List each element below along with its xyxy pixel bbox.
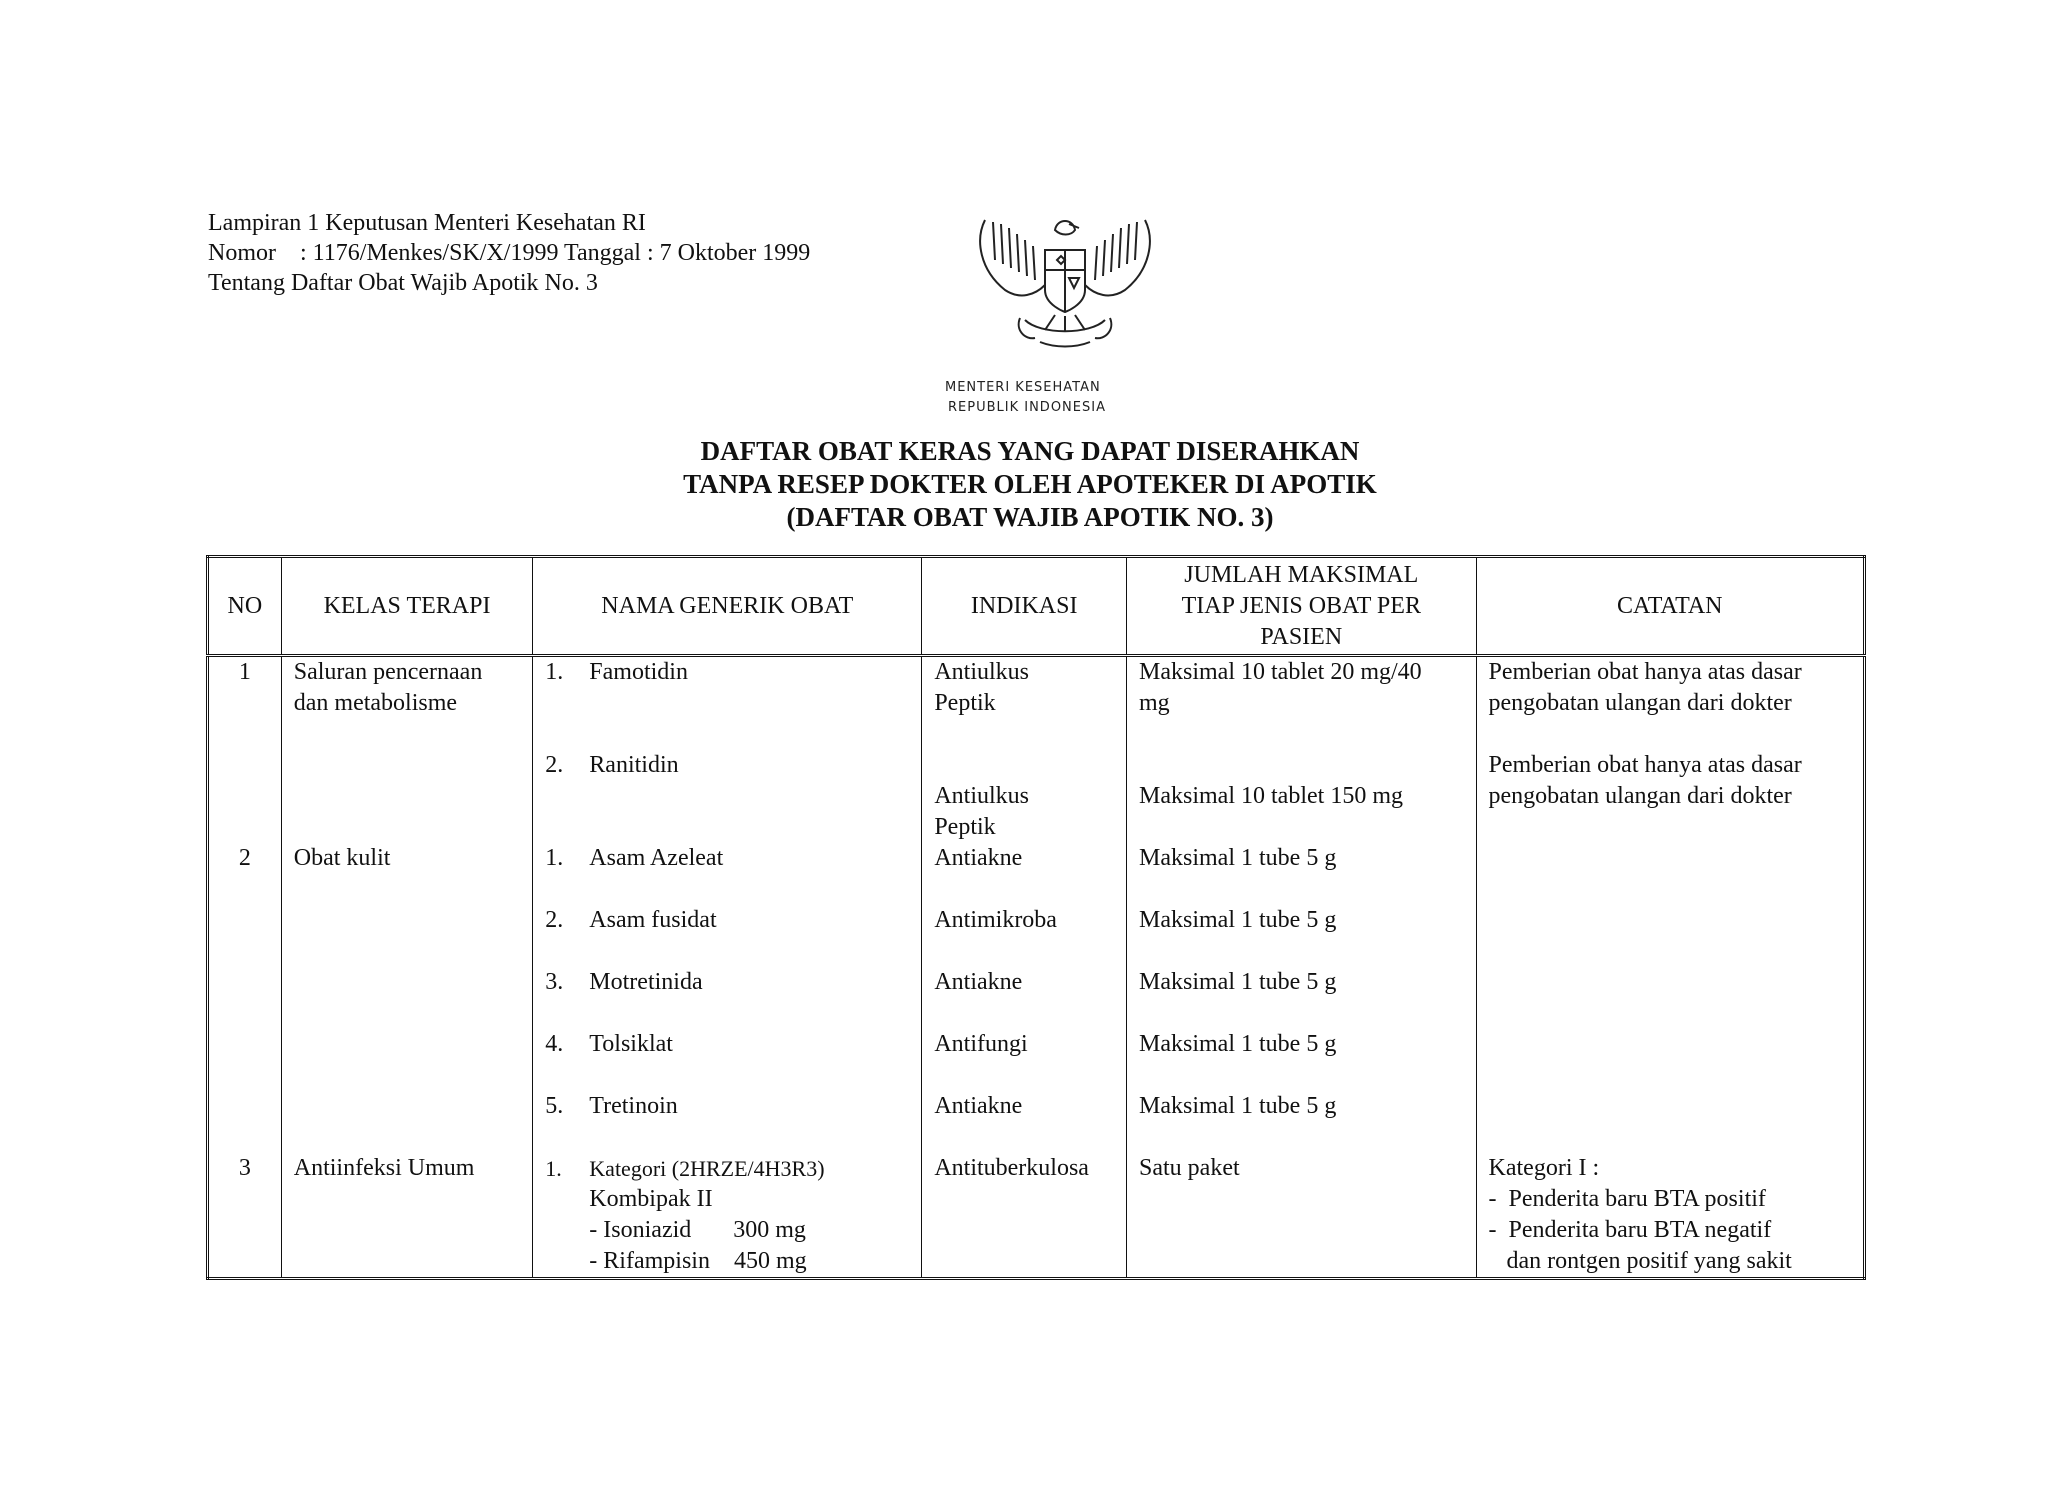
catatan-cell: [1476, 843, 1864, 1153]
kelas-terapi: Saluran pencernaan dan metabolisme: [293, 659, 483, 716]
header-kelas-terapi: KELAS TERAPI: [281, 557, 533, 656]
kelas-terapi-cell: [281, 656, 533, 844]
drug-item: [545, 750, 909, 781]
drug-name: Motretinida: [589, 969, 703, 995]
catatan-title: Kategori I :: [1488, 1155, 1600, 1181]
indikasi: Antiakne: [934, 969, 1023, 995]
ministry-line-1: MENTERI KESEHATAN: [945, 380, 1101, 395]
jumlah-maksimal: Satu paket: [1139, 1155, 1240, 1181]
header-line-2: Nomor : 1176/Menkes/SK/X/1999 Tanggal : 7 Oktober 1999: [208, 240, 811, 266]
drug-item: [545, 1153, 909, 1184]
item-number: 1.: [545, 1156, 562, 1181]
indikasi: Antiulkus Peptik: [934, 783, 1029, 840]
indikasi-cell: [922, 1153, 1127, 1279]
drug-item: [545, 843, 909, 874]
catatan: Pemberian obat hanya atas dasar pengobatan ulangan dari dokter: [1488, 659, 1802, 716]
item-number: 2.: [545, 907, 564, 933]
catatan-bullet: - Penderita baru BTA negatif: [1488, 1217, 1772, 1243]
drug-item: [545, 1091, 909, 1122]
header-no: NO: [208, 557, 282, 656]
garuda-emblem-icon: [965, 200, 1165, 360]
indikasi: Antiulkus Peptik: [934, 659, 1029, 716]
document-title: [560, 435, 1500, 534]
title-line-1: DAFTAR OBAT KERAS YANG DAPAT DISERAHKAN: [700, 436, 1360, 466]
document-header: [208, 208, 810, 298]
drug-list-table: [206, 555, 1866, 1280]
ministry-line-2: REPUBLIK INDONESIA: [948, 400, 1106, 415]
catatan-bullet: - Penderita baru BTA positif: [1488, 1186, 1766, 1212]
item-number: 4.: [545, 1031, 564, 1057]
item-number: 2.: [545, 752, 564, 778]
table-row: [208, 843, 1865, 1153]
item-number: 5.: [545, 1093, 564, 1119]
catatan-cell: [1476, 656, 1864, 844]
kelas-terapi: Antiinfeksi Umum: [293, 1155, 475, 1181]
header-line-1: Lampiran 1 Keputusan Menteri Kesehatan RI: [208, 210, 646, 236]
kelas-terapi-cell: [281, 843, 533, 1153]
drug-name: Kategori (2HRZE/4H3R3): [589, 1156, 825, 1181]
drug-item: [545, 967, 909, 998]
kelas-terapi-cell: [281, 1153, 533, 1279]
nama-generik-cell: [533, 1153, 922, 1279]
jumlah-maksimal: Maksimal 10 tablet 20 mg/40 mg: [1139, 659, 1422, 716]
drug-item: [545, 1029, 909, 1060]
nama-generik-cell: [533, 656, 922, 844]
indikasi: Antiakne: [934, 845, 1023, 871]
jumlah-maksimal: Maksimal 1 tube 5 g: [1139, 1031, 1337, 1057]
jumlah-cell: [1127, 656, 1477, 844]
drug-name: Ranitidin: [589, 752, 679, 778]
drug-subline: Kombipak II: [589, 1186, 713, 1212]
table-header-row: [208, 557, 1865, 656]
drug-name: Famotidin: [589, 659, 688, 685]
jumlah-maksimal: Maksimal 10 tablet 150 mg: [1139, 783, 1403, 809]
drug-name: Asam fusidat: [589, 907, 717, 933]
table-row: [208, 1153, 1865, 1279]
table-row: [208, 656, 1865, 844]
drug-name: Tretinoin: [589, 1093, 678, 1119]
drug-subline: - Isoniazid 300 mg: [589, 1217, 806, 1243]
indikasi-cell: [922, 656, 1127, 844]
row-number: 1: [208, 656, 282, 844]
header-jumlah-maksimal: JUMLAH MAKSIMAL TIAP JENIS OBAT PER PASIEN: [1127, 557, 1477, 656]
drug-name: Asam Azeleat: [589, 845, 724, 871]
item-number: 1.: [545, 659, 564, 685]
row-number: 2: [208, 843, 282, 1153]
header-line-3: Tentang Daftar Obat Wajib Apotik No. 3: [208, 270, 598, 296]
drug-subline: - Rifampisin 450 mg: [589, 1248, 807, 1274]
indikasi-cell: [922, 843, 1127, 1153]
title-line-2: TANPA RESEP DOKTER OLEH APOTEKER DI APOTIK: [683, 469, 1377, 499]
item-number: 3.: [545, 969, 564, 995]
catatan-bullet: dan rontgen positif yang sakit: [1488, 1248, 1792, 1274]
drug-name: Tolsiklat: [589, 1031, 673, 1057]
indikasi: Antifungi: [934, 1031, 1028, 1057]
indikasi: Antituberkulosa: [934, 1155, 1089, 1181]
drug-item: [545, 905, 909, 936]
item-number: 1.: [545, 845, 564, 871]
row-number: 3: [208, 1153, 282, 1279]
jumlah-cell: [1127, 843, 1477, 1153]
drug-item: [545, 657, 909, 688]
indikasi: Antiakne: [934, 1093, 1023, 1119]
ministry-caption: [945, 378, 1165, 418]
header-nama-generik: NAMA GENERIK OBAT: [533, 557, 922, 656]
title-line-3: (DAFTAR OBAT WAJIB APOTIK NO. 3): [786, 502, 1274, 532]
jumlah-maksimal: Maksimal 1 tube 5 g: [1139, 907, 1337, 933]
jumlah-maksimal: Maksimal 1 tube 5 g: [1139, 1093, 1337, 1119]
catatan: Pemberian obat hanya atas dasar pengobatan ulangan dari dokter: [1488, 752, 1802, 809]
header-catatan: CATATAN: [1476, 557, 1864, 656]
nama-generik-cell: [533, 843, 922, 1153]
header-indikasi: INDIKASI: [922, 557, 1127, 656]
jumlah-cell: [1127, 1153, 1477, 1279]
indikasi: Antimikroba: [934, 907, 1057, 933]
jumlah-maksimal: Maksimal 1 tube 5 g: [1139, 969, 1337, 995]
catatan-cell: [1476, 1153, 1864, 1279]
jumlah-maksimal: Maksimal 1 tube 5 g: [1139, 845, 1337, 871]
kelas-terapi: Obat kulit: [293, 845, 391, 871]
